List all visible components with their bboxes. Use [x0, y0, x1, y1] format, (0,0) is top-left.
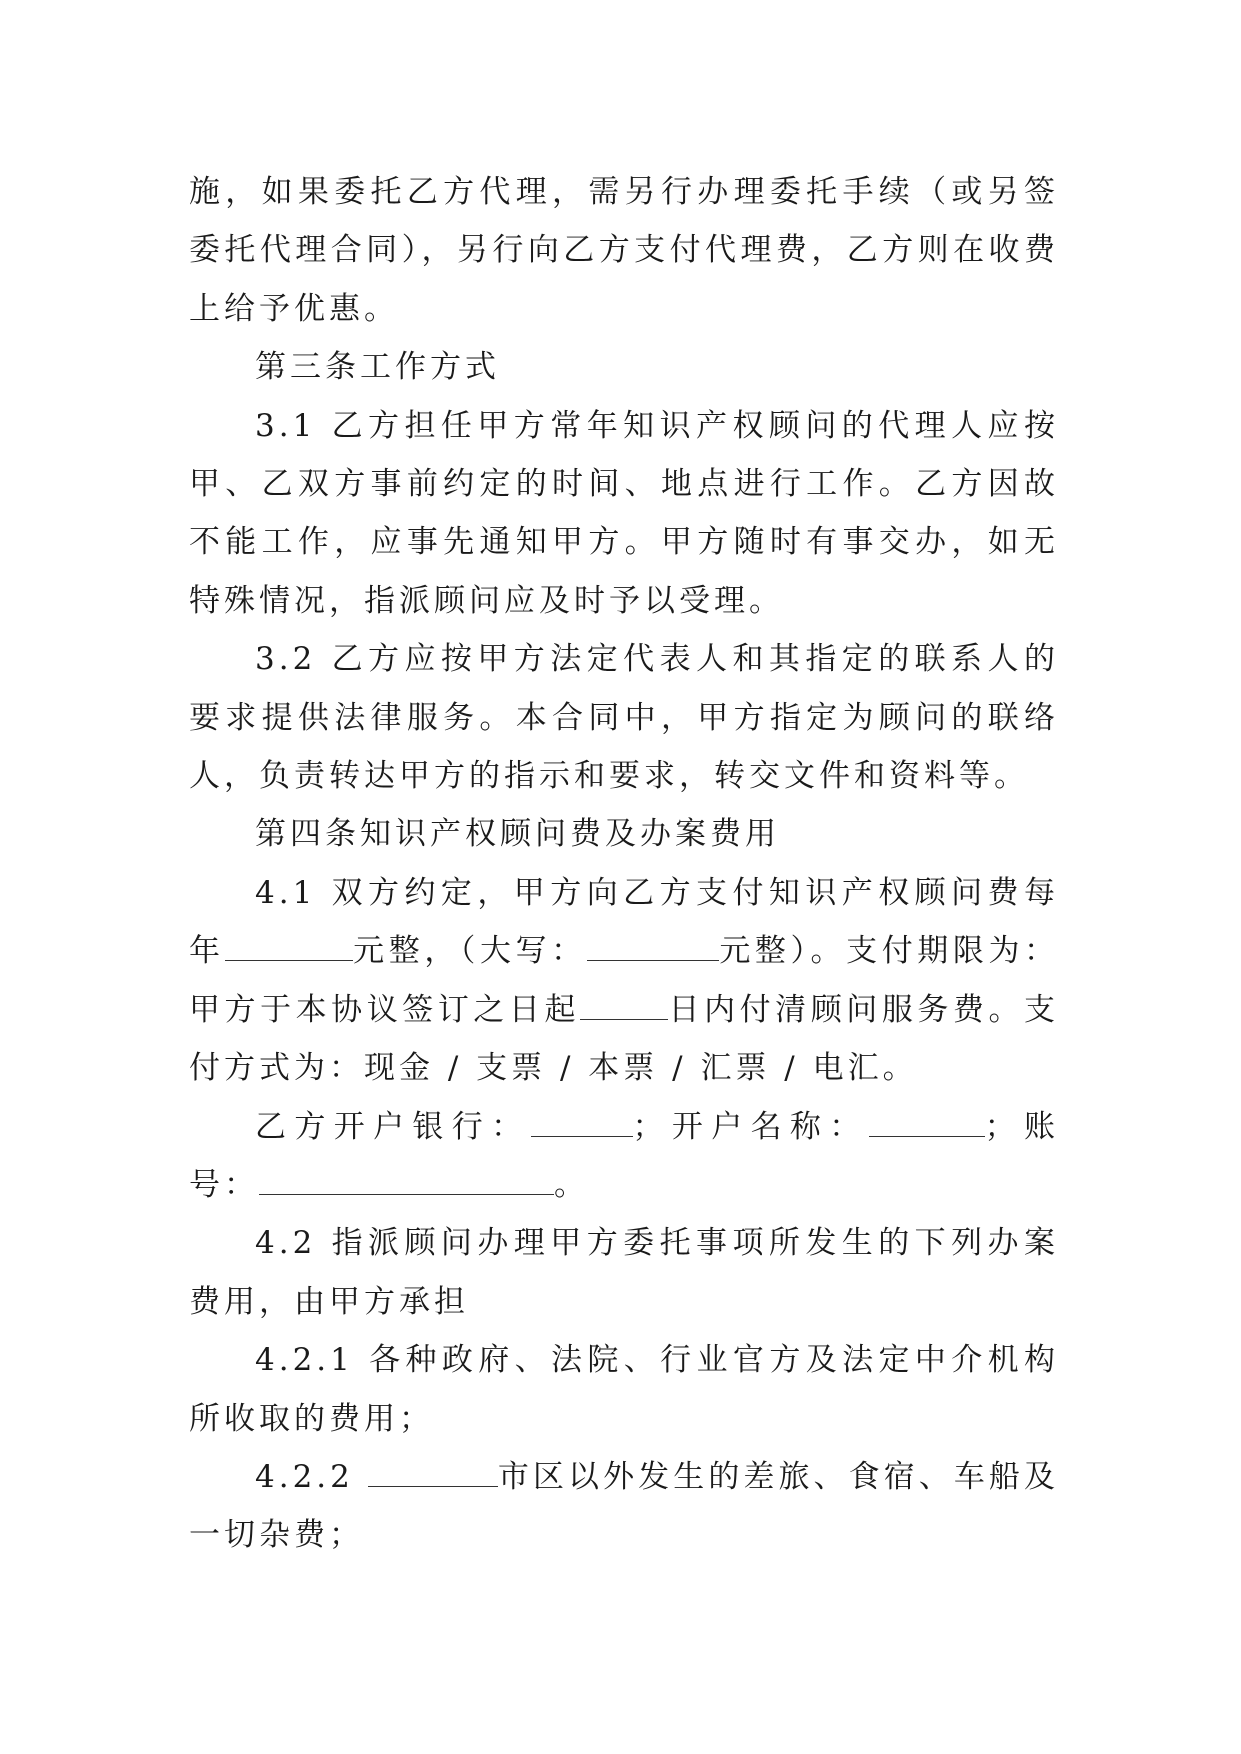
clause-4-2-1: 4.2.1 各种政府、法院、行业官方及法定中介机构所收取的费用；: [189, 1342, 1059, 1437]
clause-3-2: 3.2 乙方应按甲方法定代表人和其指定的联系人的要求提供法律服务。本合同中，甲方指定为顾问的联络人，负责转达甲方的指示和要求，转交文件和资料等。: [189, 641, 1059, 795]
clause-4-2: 4.2 指派顾问办理甲方委托事项所发生的下列办案费用，由甲方承担: [189, 1225, 1059, 1320]
clause-4-2-2: [189, 1448, 1059, 1565]
city-blank: [368, 1455, 498, 1487]
account-number-label: ；账号：: [189, 1108, 1060, 1203]
clause-4-2-2-text: 市区以外发生的差旅、食宿、车船及一切杂费；: [189, 1458, 1060, 1554]
bank-info: [189, 1098, 1059, 1215]
clause-4-2-2-number: 4.2.2: [255, 1458, 368, 1495]
clause-4-1-text-a: 4.1 双方约定，甲方向乙方支付知识产权顾问费每年: [189, 874, 1059, 970]
clause-3-1: 3.1 乙方担任甲方常年知识产权顾问的代理人应按甲、乙双方事前约定的时间、地点进行工作。乙方因故不能工作，应事先通知甲方。甲方随时有事交办，如无特殊情况，指派顾问应及时予以受理。: [189, 407, 1059, 619]
payment-days-blank: [580, 988, 668, 1020]
article-3-heading: 第三条工作方式: [255, 349, 500, 386]
document-body: [189, 163, 1059, 1565]
clause-4-1-text-b: 元整，（大写：: [352, 933, 587, 970]
paragraph-continuation: 施，如果委托乙方代理，需另行办理委托手续（或另签委托代理合同），另行向乙方支付代理费，乙方则在收费上给予优惠。: [189, 174, 1059, 327]
clause-4-1-text-d: 日内付清顾问服务费。支付方式为：现金 / 支票 / 本票 / 汇票 / 电汇。: [189, 991, 1059, 1087]
clause-4-1: [189, 864, 1059, 1098]
bank-info-end: 。: [554, 1166, 589, 1203]
annual-fee-blank: [225, 929, 353, 961]
article-4-heading: 第四条知识产权顾问费及办案费用: [255, 816, 780, 853]
clause-4-1-text-c: 元整）。支付期限为：甲方于本协议签订之日起: [189, 933, 1060, 1028]
account-name-blank: [869, 1105, 985, 1137]
fee-uppercase-blank: [587, 929, 719, 961]
account-number-blank: [259, 1163, 554, 1195]
account-name-label: ；开户名称：: [632, 1108, 869, 1145]
bank-label: 乙方开户银行：: [255, 1108, 531, 1145]
bank-name-blank: [531, 1105, 633, 1137]
